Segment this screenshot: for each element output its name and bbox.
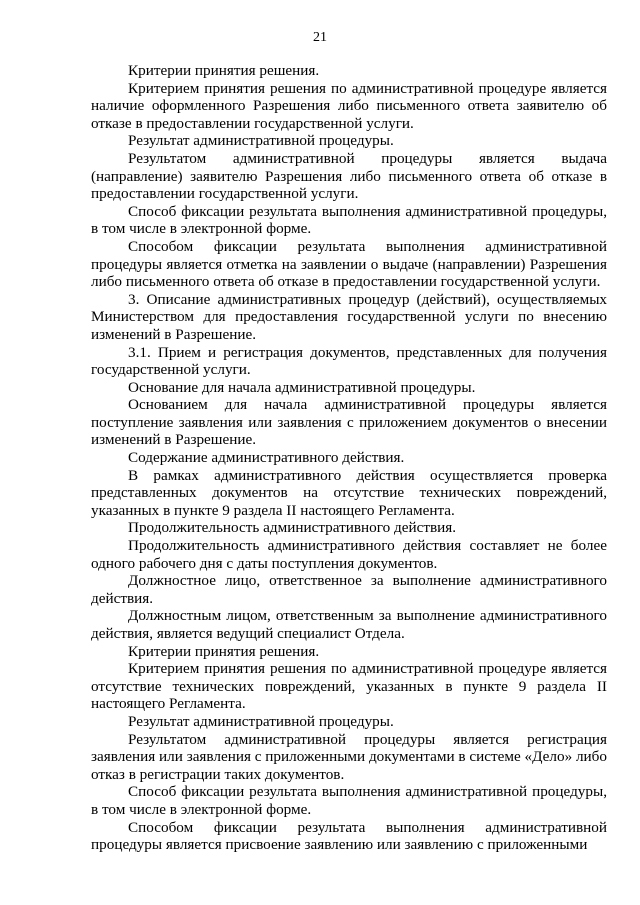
- paragraph: Критерием принятия решения по административной процедуре является наличие оформленного Разрешения либо письменного ответа заявителю об отказе в предоставлении государственной услуги.: [91, 79, 607, 132]
- paragraph: Способ фиксации результата выполнения административной процедуры, в том числе в электронной форме.: [91, 783, 607, 818]
- paragraph: Результатом административной процедуры является регистрация заявления или заявления с приложенными документами в системе «Дело» либо отказ в регистрации таких документов.: [91, 730, 607, 783]
- paragraph: Способом фиксации результата выполнения административной процедуры является присвоение заявлению или заявлению с приложенными: [91, 818, 607, 854]
- paragraph: В рамках административного действия осуществляется проверка представленных документов на отсутствие технических повреждений, указанных в пункте 9 раздела II настоящего Регламента.: [91, 466, 607, 519]
- document-body: [91, 62, 607, 854]
- paragraph: Результат административной процедуры.: [128, 132, 394, 150]
- paragraph: Содержание административного действия.: [128, 449, 405, 467]
- paragraph: Результатом административной процедуры является выдача (направление) заявителю Разрешения либо письменного ответа об отказе в предоставлении государственной услуги.: [91, 149, 607, 203]
- paragraph: Критерии принятия решения.: [128, 642, 320, 660]
- paragraph: Способ фиксации результата выполнения административной процедуры, в том числе в электронной форме.: [91, 202, 607, 238]
- paragraph: Основанием для начала административной процедуры является поступление заявления или заявления с приложением документов о внесении изменений в Разрешение.: [91, 396, 607, 449]
- paragraph: Критерии принятия решения.: [128, 62, 320, 79]
- paragraph: Должностное лицо, ответственное за выполнение административного действия.: [91, 572, 607, 607]
- paragraph: Должностным лицом, ответственным за выполнение административного действия, является ведущий специалист Отдела.: [91, 607, 607, 642]
- paragraph: Основание для начала административной процедуры.: [128, 378, 476, 396]
- paragraph: Способом фиксации результата выполнения административной процедуры является отметка на заявлении о выдаче (направлении) Разрешения либо письменного ответа об отказе в предоставлении государственной услуги.: [91, 237, 607, 291]
- paragraph: Продолжительность административного действия.: [128, 519, 457, 537]
- paragraph: Критерием принятия решения по административной процедуре является отсутствие технических повреждений, указанных в пункте 9 раздела II настоящего Регламента.: [91, 660, 607, 713]
- section-heading: 3. Описание административных процедур (действий), осуществляемых Министерством для предоставления государственной услуги по внесению изменений в Разрешение.: [91, 290, 607, 343]
- paragraph: Продолжительность административного действия составляет не более одного рабочего дня с даты поступления документов.: [91, 537, 607, 572]
- paragraph: Результат административной процедуры.: [128, 712, 394, 730]
- page-number: 21: [313, 30, 327, 45]
- subsection-heading: 3.1. Прием и регистрация документов, представленных для получения государственной услуги.: [91, 343, 607, 379]
